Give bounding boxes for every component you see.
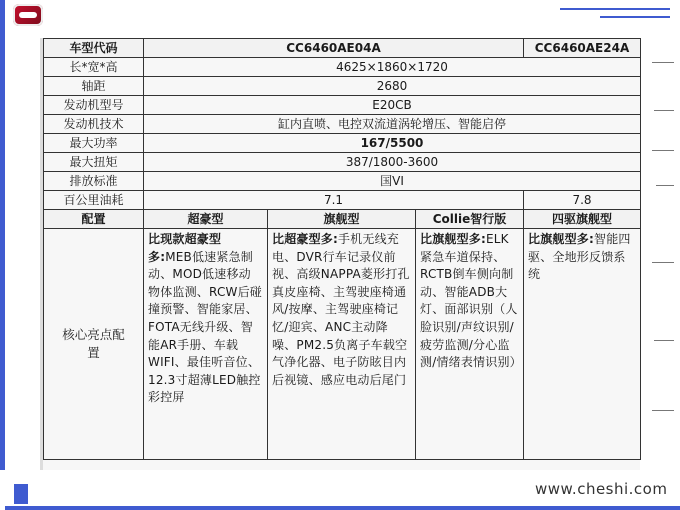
trim-name: 四驱旗舰型	[524, 210, 641, 229]
top-bar	[5, 0, 680, 36]
fuel-label: 百公里油耗	[44, 191, 144, 210]
fuel-value-a: 7.1	[144, 191, 524, 210]
spec-label: 最大扭矩	[44, 153, 144, 172]
spec-value: 国VI	[144, 172, 641, 191]
highlight-text: MEB低速紧急制动、MOD低速移动物体监测、RCW后碰撞预警、智能家居、FOTA无线升级、智能AR手册、车载WIFI、最佳听音位、12.3寸超薄LED触控彩控屏	[148, 249, 262, 405]
trim-name: Collie智行版	[416, 210, 524, 229]
footer-square	[14, 484, 28, 504]
spec-value: 4625×1860×1720	[144, 58, 641, 77]
model-a-code: CC6460AE04A	[144, 39, 524, 58]
deco-line	[600, 16, 670, 18]
spec-row	[44, 115, 641, 134]
highlight-cell	[268, 229, 416, 460]
config-row	[44, 210, 641, 229]
spec-label: 发动机技术	[44, 115, 144, 134]
highlight-cell	[416, 229, 524, 460]
fuel-row	[44, 191, 641, 210]
spec-row	[44, 172, 641, 191]
left-accent-bar	[0, 0, 5, 510]
spec-row	[44, 134, 641, 153]
highlight-prefix: 比旗舰型多:	[528, 232, 594, 246]
header-row	[44, 39, 641, 58]
trim-name: 旗舰型	[268, 210, 416, 229]
spec-value: 缸内直喷、电控双流道涡轮增压、智能启停	[144, 115, 641, 134]
fuel-value-b: 7.8	[524, 191, 641, 210]
spec-label: 最大功率	[44, 134, 144, 153]
highlight-prefix: 比旗舰型多:	[420, 232, 486, 246]
spec-row	[44, 77, 641, 96]
spec-table	[43, 38, 641, 460]
spec-value: 387/1800-3600	[144, 153, 641, 172]
model-b-code: CC6460AE24A	[524, 39, 641, 58]
highlights-label: 核心亮点配置	[44, 229, 144, 460]
highlight-text: ELK紧急车道保持、RCTB倒车侧向制动、智能ADB大灯、面部识别（人脸识别/声纹识别/疲劳监测/分心监测/情绪表情识别）	[420, 232, 522, 370]
spec-value: 2680	[144, 77, 641, 96]
header-label: 车型代码	[44, 39, 144, 58]
spec-label: 发动机型号	[44, 96, 144, 115]
highlight-prefix: 比现款超豪型多:	[148, 232, 222, 264]
spec-row	[44, 153, 641, 172]
highlight-text: 手机无线充电、DVR行车记录仪前视、高级NAPPA菱形打孔真皮座椅、主驾驶座椅通风/按摩、主驾驶座椅记忆/迎宾、ANC主动降噪、PM2.5负离子车载空气净化器、电子防眩目内后视镜、感应电动后尾门	[272, 232, 410, 387]
deco-line	[560, 8, 670, 10]
spec-label: 排放标准	[44, 172, 144, 191]
spec-label: 长*宽*高	[44, 58, 144, 77]
spec-value: 167/5500	[144, 134, 641, 153]
highlight-prefix: 比超豪型多:	[272, 232, 338, 246]
highlight-cell	[524, 229, 641, 460]
watermark: www.cheshi.com	[535, 480, 668, 498]
trim-name: 超豪型	[144, 210, 268, 229]
footer-bar	[5, 506, 680, 510]
highlights-row	[44, 229, 641, 460]
highlight-cell	[144, 229, 268, 460]
spec-row	[44, 58, 641, 77]
spec-label: 轴距	[44, 77, 144, 96]
brand-logo-icon	[13, 4, 43, 26]
config-label: 配置	[44, 210, 144, 229]
spec-row	[44, 96, 641, 115]
spec-value: E20CB	[144, 96, 641, 115]
highlight-text: 智能四驱、全地形反馈系统	[528, 232, 631, 282]
